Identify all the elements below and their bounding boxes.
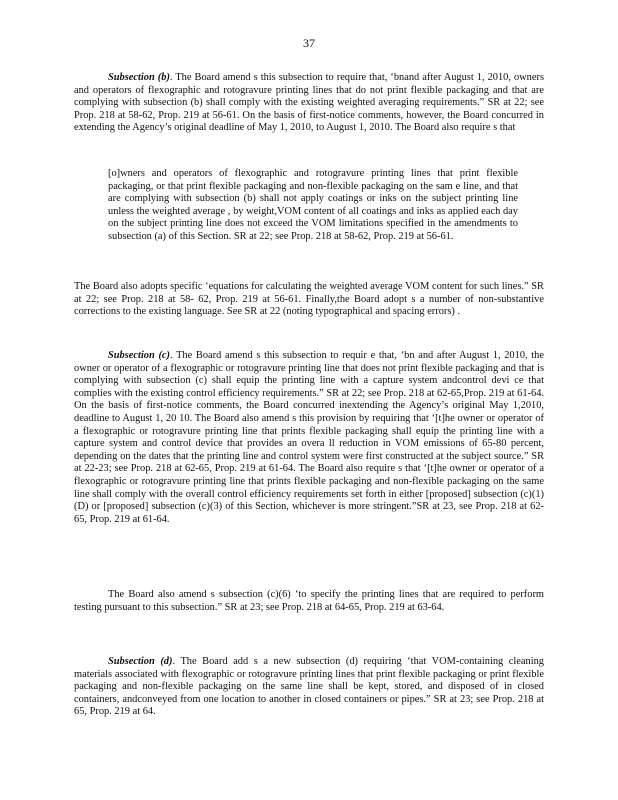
subsection-c-paragraph	[74, 350, 547, 526]
block-quote-text: [o]wners and operators of flexographic and rotogravure printing lines that print flexible packaging, or that print flexible packaging and non-flexible packaging on the sam e line, and that are complying with subsection (b) shall not apply coatings or inks on the subject printing line unless the weighted average , by weight,VOM content of all coatings and inks as applied each day on the subject printing line does not exceed the VOM limitations specified in the amendments to subsection (a) of this Section. SR at 22; see Prop. 218 at 58-62, Prop. 219 at 56-61.	[108, 168, 521, 242]
subsection-c6-text: The Board also amend s subsection (c)(6) ‘to specify the printing lines that are required to perform testing pursuant to this subsection.” SR at 23; see Prop. 218 at 64-65, Prop. 219 at 63-64.	[74, 589, 547, 613]
subsection-d-paragraph	[74, 656, 547, 719]
page-number: 37	[303, 36, 315, 50]
subsection-c6-paragraph	[74, 589, 547, 614]
subsection-d-text: . The Board add s a new subsection (d) requiring ‘that VOM-containing cleaning materials associated with flexographic or rotogravure printing lines that print flexible packaging or print flexible packaging and non-flexible packaging on the same line shall be kept, stored, and disposed of in closed containers, andconveyed from one location to another in closed containers or pipes.” SR at 23; see Prop. 218 at 65, Prop. 219 at 64.	[74, 656, 547, 718]
block-quote-paragraph	[108, 168, 521, 244]
subsection-b-paragraph	[74, 72, 547, 135]
subsection-c-heading: Subsection (c)	[108, 350, 170, 361]
subsection-d-heading: Subsection (d)	[108, 656, 173, 667]
equations-text: The Board also adopts specific ‘equations for calculating the weighted average VOM content for such lines.” SR at 22; see Prop. 218 at 58- 62, Prop. 219 at 56-61. Finally,the Board adopt s a number of non-substantive corrections to the existing language. See SR at 22 (noting typographical and spacing errors) .	[74, 281, 547, 318]
subsection-b-heading: Subsection (b)	[108, 72, 170, 83]
equations-paragraph	[74, 281, 547, 319]
subsection-c-text: . The Board amend s this subsection to requir e that, ‘bn and after August 1, 2010, the owner or operator of a flexographic or rotogravure printing line that does not print flexible packaging and that is complying with subsection (c) shall equip the printing line with a capture system andcontrol devi ce that complies with the existing control efficiency requirements.” SR at 22; see Prop. 218 at 62-65,Prop. 219 at 61-64. On the basis of first-notice comments, the Board concurred inextending the Agency’s original May 1,2010, deadline to August 1, 20 10. The Board also amend s this provision by requiring that ‘[t]he owner or operator of a flexographic or rotogravure printing line that prints flexible packaging shall equip the printing line with a capture system and control device that provides an overa ll reduction in VOM emissions of 65-80 percent, depending on the dates that the printing line and control system were first constructed at the subject source.” SR at 22-23; see Prop. 218 at 62-65, Prop. 219 at 61-64. The Board also require s that ‘[t]he owner or operator of a flexographic or rotogravure printing line that prints flexible packaging and non-flexible packaging on the same line shall comply with the overall control efficiency requirements set forth in either [proposed] subsection (c)(1)(D) or [proposed] subsection (c)(3) of this Section, whichever is more stringent.”SR at 23, see Prop. 218 at 62-65, Prop. 219 at 61-64.	[74, 350, 547, 525]
subsection-b-text: . The Board amend s this subsection to require that, ‘bnand after August 1, 2010, owners and operators of flexographic and rotogravure printing lines that do not print flexible packaging and that are complying with subsection (b) shall comply with the existing weighted averaging requirements.” SR at 22; see Prop. 218 at 58-62, Prop. 219 at 56-61. On the basis of first-notice comments, however, the Board concurred in extending the Agency’s original deadline of May 1, 2010, to August 1, 2010. The Board also require s that	[74, 72, 547, 134]
